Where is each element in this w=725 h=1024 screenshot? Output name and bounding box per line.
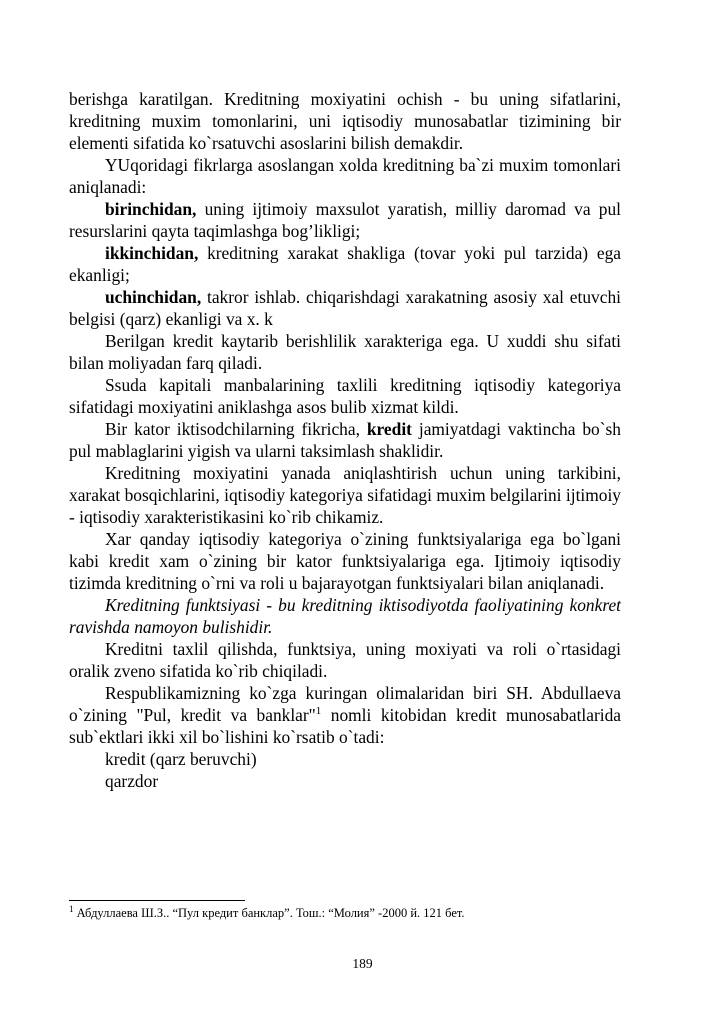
- footnote-divider: [69, 900, 245, 901]
- paragraph-abdullaeva: [69, 682, 621, 748]
- credit-term: kredit: [366, 419, 412, 439]
- list-item-debtor: qarzdor: [105, 771, 159, 791]
- paragraph-definition: Kreditning funktsiyasi - bu kreditning iktisodiyotda faoliyatining konkret ravishda namoyon bulishidir.: [69, 595, 621, 637]
- paragraph-main-aspects: YUqoridagi fikrlarga asoslangan xolda kreditning ba`zi muxim tomonlari aniqlanadi:: [69, 155, 621, 197]
- abdullaeva-text-a: Respublikamizning ko`zga kuringan olimalaridan biri SH. Abdullaeva o`zining "Pul, kredit va banklar": [69, 683, 621, 725]
- third-point-label: uchinchidan,: [105, 287, 202, 307]
- paragraph-functions: Xar qanday iqtisodiy kategoriya o`zining funktsiyalariga ega bo`lgani kabi kredit xam o`zining bir kator funktsiyalariga ega. Ijtimoiy iqtisodiy tizimda kreditning o`rni va roli u bajarayotgan funktsiyalari bilan aniqlanadi.: [69, 529, 621, 593]
- paragraph-loan-capital: Ssuda kapitali manbalarining taxlili kreditning iqtisodiy kategoriya sifatidagi moxiyatini aniklashga asos bulib xizmat kildi.: [69, 375, 621, 417]
- third-point-text: takror ishlab. chiqarishdagi xarakatning asosiy xal etuvchi belgisi (qarz) ekanligi va x. k: [69, 287, 621, 329]
- footnote-reference[interactable]: 1: [315, 705, 322, 718]
- abdullaeva-text-b: nomli kitobidan kredit munosabatlarida sub`ektlari ikki xil bo`lishini ko`rsatib o`tadi:: [69, 705, 621, 747]
- page-number: 189: [352, 956, 373, 971]
- second-point-text: kreditning xarakat shakliga (tovar yoki pul tarzida) ega ekanligi;: [69, 243, 621, 285]
- paragraph-second-point: [69, 242, 621, 286]
- footnote-text: Абдуллаева Ш.З.. “Пул кредит банклар”. Тош.: “Молия” -2000 й. 121 бет.: [73, 906, 465, 920]
- first-point-text: uning ijtimoiy maxsulot yaratish, milliy daromad va pul resurslarini qayta taqimlashga bog’likligi;: [69, 199, 621, 241]
- paragraph-continuation: berishga karatilgan. Kreditning moxiyatini ochish - bu uning sifatlarini, kreditning muxim tomonlarini, uni iqtisodiy munosabatlar tizimining bir elementi sifatida ko`rsatuvchi asoslarini bilish demakdir.: [69, 89, 621, 153]
- footnote-marker: 1: [69, 903, 74, 914]
- paragraph-first-point: [69, 198, 621, 242]
- second-point-label: ikkinchidan,: [105, 243, 199, 263]
- economists-text-b: jamiyatdagi vaktincha bo`sh pul mablaglarini yigish va ularni taksimlash shaklidir.: [69, 419, 622, 461]
- page-body: [69, 88, 621, 792]
- footnote: [69, 903, 629, 921]
- paragraph-economists: [69, 418, 621, 462]
- economists-text-a: Bir kator iktisodchilarning fikricha,: [105, 419, 367, 439]
- paragraph-analysis: Kreditni taxlil qilishda, funktsiya, uning moxiyati va roli o`rtasidagi oralik zveno sifatida ko`rib chiqiladi.: [69, 639, 621, 681]
- paragraph-third-point: [69, 286, 621, 330]
- list-item-creditor: kredit (qarz beruvchi): [105, 749, 257, 769]
- first-point-label: birinchidan,: [105, 199, 197, 219]
- paragraph-essence: Kreditning moxiyatini yanada aniqlashtirish uchun uning tarkibini, xarakat bosqichlarini, iqtisodiy kategoriya sifatidagi muxim belgilarini ijtimoiy - iqtisodiy xarakteristikasini ko`rib chikamiz.: [69, 463, 621, 527]
- paragraph-repayment: Berilgan kredit kaytarib berishlilik xarakteriga ega. U xuddi shu sifati bilan moliyadan farq qiladi.: [69, 331, 621, 373]
